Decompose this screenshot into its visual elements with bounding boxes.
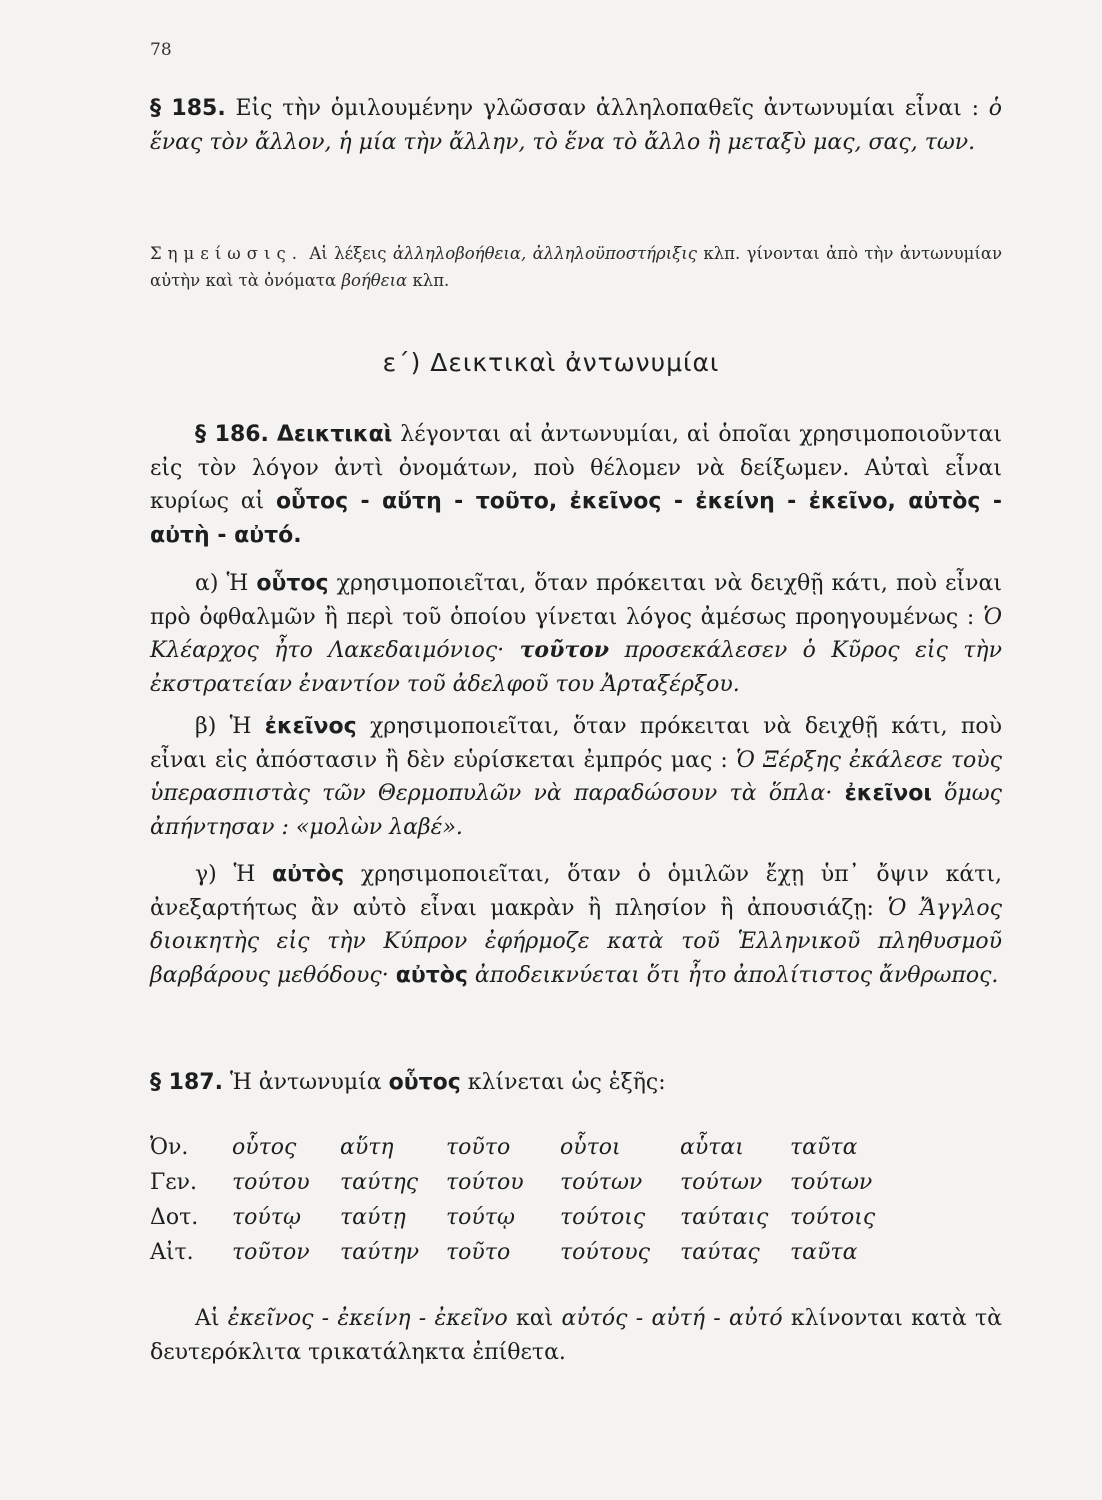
text: κλπ. γίνονται ἀπὸ τὴν ἀντωνυμίαν αὐτὴν καὶ τὰ ὀνόματα: [150, 244, 1002, 290]
example-text: Ὁ Ξέρξης ἐκάλεσε τοὺς ὑπερασπιστὰς τῶν Θερμοπυλῶν νὰ παραδώσουν τὰ ὅπλα·: [150, 747, 1002, 806]
example-text: αὐτός - αὐτή - αὐτό: [561, 1306, 783, 1331]
table-cell: ταύτῃ: [340, 1205, 406, 1230]
page-number: 78: [150, 40, 172, 60]
table-cell: αὗται: [680, 1135, 744, 1160]
table-row: [150, 1130, 900, 1165]
table-cell: ταῦτα: [790, 1240, 858, 1265]
paragraph-186: [150, 418, 1002, 552]
table-cell: ταύτην: [340, 1240, 420, 1265]
example-text: Ὁ Κλέαρχος ἦτο Λακεδαιμόνιος·: [150, 604, 1002, 663]
bold-term: οὗτος - αὕτη - τοῦτο, ἐκεῖνος - ἐκείνη - ἐκεῖνο, αὐτὸς - αὐτὴ - αὐτό.: [150, 489, 1003, 548]
table-cell: ταύταις: [680, 1205, 769, 1230]
text: β) Ἡ: [195, 714, 265, 739]
table-cell: αὕτη: [340, 1135, 394, 1160]
text: Αἱ: [195, 1306, 228, 1331]
paragraph-187: [150, 1066, 1002, 1100]
declension-table: [150, 1130, 900, 1270]
table-cell: ταῦτα: [790, 1135, 858, 1160]
paragraph-beta: [150, 710, 1002, 844]
text: Αἱ λέξεις: [302, 244, 393, 263]
bold-example-term: τοῦτον: [519, 637, 610, 663]
table-cell: τούτου: [446, 1170, 524, 1195]
text: χρησιμοποιεῖται, ὅταν πρόκειται νὰ δειχθῇ κάτι, ποὺ εἶναι πρὸ ὀφθαλμῶν ἢ περὶ τοῦ ὁποίου γίνεται λόγος ἀμέσως προηγουμένως :: [150, 571, 1002, 630]
bold-term: οὗτος: [256, 571, 329, 596]
example-text: ἀλληλοβοήθεια, ἀλληλοϋποστήριξις: [392, 244, 697, 263]
text: α) Ἡ: [195, 571, 257, 596]
case-label: Αἰτ.: [150, 1240, 194, 1265]
table-row: [150, 1165, 900, 1200]
bold-term: ἐκεῖνοι: [844, 781, 932, 806]
text: Εἰς τὴν ὁμιλουμένην γλῶσσαν ἀλληλοπαθεῖς ἀντωνυμίαι εἶναι :: [225, 96, 989, 121]
table-cell: ταύτης: [340, 1170, 419, 1195]
table-cell: τούτων: [790, 1170, 873, 1195]
table-cell: τούτῳ: [446, 1205, 515, 1230]
text: καὶ: [507, 1306, 562, 1331]
table-cell: τοῦτο: [446, 1135, 511, 1160]
text: κλίνονται κατὰ τὰ δευτερόκλιτα τρικατάληκτα ἐπίθετα.: [150, 1306, 1003, 1365]
paragraph-alpha: [150, 567, 1002, 701]
table-cell: τούτοις: [560, 1205, 646, 1230]
case-label: Ὀν.: [150, 1135, 189, 1160]
bold-term: οὗτος: [388, 1070, 461, 1095]
paragraph-gamma: [150, 858, 1002, 992]
example-text: ἐκεῖνος - ἐκείνη - ἐκεῖνο: [227, 1306, 508, 1331]
note-185: [150, 240, 1002, 294]
table-cell: τούτους: [560, 1240, 650, 1265]
closing-paragraph: [150, 1302, 1002, 1369]
example-text: ἀποδεικνύεται ὅτι ἦτο ἀπολίτιστος ἄνθρωπος.: [467, 962, 999, 988]
table-cell: τούτων: [560, 1170, 643, 1195]
bold-term: αὐτὸς: [395, 962, 468, 988]
example-text: βοήθεια: [341, 271, 408, 290]
section-number-185: § 185.: [150, 96, 226, 121]
text: κλίνεται ὡς ἑξῆς:: [460, 1070, 666, 1095]
bold-term: αὐτὸς: [272, 862, 345, 887]
example-text: ὁ ἕνας τὸν ἄλλον, ἡ μία τὴν ἄλλην, τὸ ἕνα τὸ ἄλλο ἢ μεταξὺ μας, σας, των.: [150, 96, 1002, 155]
case-label: Δοτ.: [150, 1205, 199, 1230]
text: λέγονται αἱ ἀντωνυμίαι, αἱ ὁποῖαι χρησιμοποιοῦνται εἰς τὸν λόγον ἀντὶ ὀνομάτων, ποὺ θέλομεν νὰ δείξωμεν. Αὐταὶ εἶναι κυρίως αἱ: [150, 422, 1002, 514]
text: κλπ.: [407, 271, 450, 290]
text: χρησιμοποιεῖται, ὅταν ὁ ὁμιλῶν ἔχῃ ὑπ᾽ ὄψιν κάτι, ἀνεξαρτήτως ἂν αὐτὸ εἶναι μακρὰν ἢ πλησίον ἢ ἀπουσιάζῃ:: [150, 862, 1002, 921]
table-cell: τούτου: [232, 1170, 310, 1195]
case-label: Γεν.: [150, 1170, 198, 1195]
example-text: Ὁ Ἄγγλος διοικητὴς εἰς τὴν Κύπρον ἐφήρμοζε κατὰ τοῦ Ἑλληνικοῦ πληθυσμοῦ βαρβάρους μεθόδους·: [150, 895, 1002, 988]
example-text: ὅμως ἀπήντησαν : «μολὼν λαβέ».: [150, 781, 1002, 840]
bold-term: ἐκεῖνος: [264, 714, 357, 739]
text: Ἡ ἀντωνυμία: [222, 1070, 389, 1095]
section-heading: ε΄) Δεικτικαὶ ἀντωνυμίαι: [382, 348, 720, 377]
table-cell: τούτῳ: [232, 1205, 301, 1230]
table-cell: τούτοις: [790, 1205, 876, 1230]
table-cell: τοῦτον: [232, 1240, 310, 1265]
text: χρησιμοποιεῖται, ὅταν πρόκειται νὰ δειχθῇ κάτι, ποὺ εἶναι εἰς ἀπόστασιν ἢ δὲν εὑρίσκεται ἐμπρός μας :: [150, 714, 1002, 773]
table-cell: τούτων: [680, 1170, 763, 1195]
section-number-186: § 186.: [195, 422, 269, 447]
table-row: [150, 1200, 900, 1235]
table-cell: οὗτοι: [560, 1135, 621, 1160]
paragraph-185: [150, 92, 1002, 159]
text: γ) Ἡ: [195, 862, 273, 887]
section-number-187: § 187.: [150, 1070, 223, 1095]
table-row: [150, 1235, 900, 1270]
table-cell: τοῦτο: [446, 1240, 511, 1265]
bold-term: Δεικτικαὶ: [276, 422, 393, 447]
table-cell: ταύτας: [680, 1240, 760, 1265]
table-cell: οὗτος: [232, 1135, 297, 1160]
example-text: προσεκάλεσεν ὁ Κῦρος εἰς τὴν ἐκστρατείαν ἐναντίον τοῦ ἀδελφοῦ του Ἀρταξέρξου.: [150, 638, 1002, 697]
note-label: Σημείωσις.: [150, 244, 303, 263]
